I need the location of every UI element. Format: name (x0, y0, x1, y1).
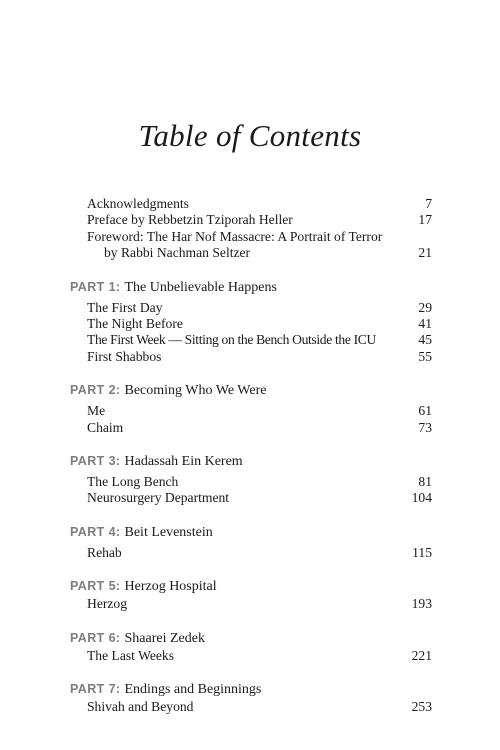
toc-entry-acknowledgments (70, 196, 432, 212)
part-label: PART 7: (70, 682, 121, 697)
part-heading-1 (70, 278, 432, 297)
entry-title: Preface by Rebbetzin Tziporah Heller (87, 212, 293, 228)
entry-page: 61 (418, 403, 432, 419)
part-name: The Unbelievable Happens (124, 279, 277, 295)
entry-title: First Shabbos (87, 348, 162, 364)
entry-page: 41 (418, 316, 432, 332)
part-label: PART 3: (70, 454, 121, 469)
entry-title: Acknowledgments (87, 196, 189, 211)
toc-entry-foreword-continued (70, 245, 432, 261)
toc-entry (70, 300, 432, 316)
part-heading-5 (70, 577, 432, 596)
toc-entry (70, 490, 432, 506)
entry-title: The First Week — Sitting on the Bench Outside the ICU (87, 332, 376, 348)
page-title: Table of Contents (138, 118, 362, 153)
part-label: PART 6: (70, 630, 121, 645)
entry-title: Foreword: The Har Nof Massacre: A Portrait of Terror (87, 228, 383, 244)
entry-title: Me (87, 403, 106, 419)
part-name: Endings and Beginnings (124, 682, 262, 698)
toc-entry-foreword (70, 229, 432, 245)
part-label: PART 5: (70, 579, 121, 594)
entry-page: 45 (418, 332, 432, 348)
toc-entry (70, 474, 432, 490)
toc-entry-preface (70, 212, 432, 228)
part-heading-6 (70, 629, 432, 648)
toc-entry (70, 403, 432, 419)
part-heading-4 (70, 523, 432, 542)
entry-title: The Long Bench (87, 474, 179, 490)
part-name: Shaarei Zedek (124, 630, 205, 646)
part-name: Herzog Hospital (124, 579, 217, 595)
entry-title: Chaim (87, 419, 124, 435)
toc-entry (70, 316, 432, 332)
part-name: Becoming Who We Were (124, 383, 267, 399)
toc-entry (70, 596, 432, 612)
part-heading-3 (70, 452, 432, 471)
part-heading-7 (70, 680, 432, 699)
part-label: PART 1: (70, 279, 121, 294)
entry-title: Herzog (87, 596, 128, 612)
toc-entry (70, 648, 432, 664)
toc-entry (70, 699, 432, 715)
entry-page: 221 (411, 647, 432, 663)
entry-page: 29 (418, 299, 432, 315)
entry-title: Rehab (87, 544, 122, 560)
entry-page: 115 (412, 544, 432, 560)
entry-page: 81 (418, 474, 432, 490)
entry-page: 17 (418, 212, 432, 228)
table-of-contents (70, 196, 432, 716)
entry-title: The First Day (87, 299, 163, 315)
part-heading-2 (70, 381, 432, 400)
toc-entry (70, 332, 432, 348)
toc-entry (70, 420, 432, 436)
part-label: PART 2: (70, 383, 121, 398)
entry-page: 104 (411, 490, 432, 506)
entry-page: 193 (411, 596, 432, 612)
toc-entry (70, 349, 432, 365)
part-name: Beit Levenstein (124, 524, 213, 540)
entry-title: Shivah and Beyond (87, 699, 194, 715)
entry-page: 253 (411, 699, 432, 715)
entry-page: 73 (418, 419, 432, 435)
entry-title: The Night Before (87, 316, 183, 332)
entry-page: 55 (418, 348, 432, 364)
entry-page: 21 (418, 245, 432, 261)
part-name: Hadassah Ein Kerem (124, 454, 243, 470)
entry-title: The Last Weeks (87, 647, 174, 663)
part-label: PART 4: (70, 524, 121, 539)
entry-title: by Rabbi Nachman Seltzer (104, 245, 251, 261)
toc-entry (70, 545, 432, 561)
entry-title: Neurosurgery Department (87, 490, 230, 506)
entry-page: 7 (425, 196, 432, 211)
